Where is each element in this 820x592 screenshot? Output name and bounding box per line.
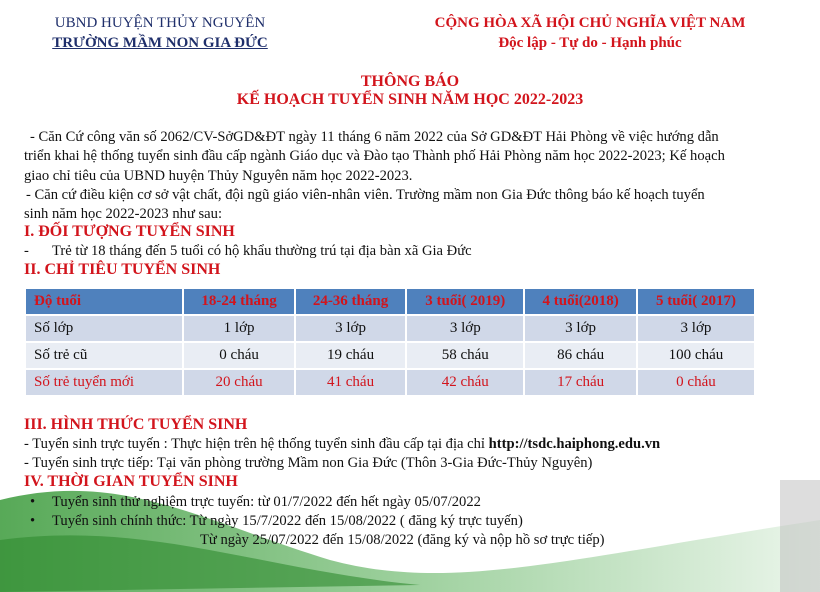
table-cell: 41 cháu — [295, 369, 406, 396]
intro-line: giao chỉ tiêu của UBND huyện Thủy Nguyên năm học 2022-2023. — [24, 168, 413, 184]
notice-title: THÔNG BÁO — [360, 73, 460, 90]
table-cell: 3 lớp — [637, 315, 755, 342]
table-cell: 20 cháu — [183, 369, 294, 396]
table-cell: 3 lớp — [295, 315, 406, 342]
national-title: CỘNG HÒA XÃ HỘI CHỦ NGHĨA VIỆT NAM — [434, 15, 746, 31]
table-cell: 42 cháu — [406, 369, 524, 396]
table-cell: 100 cháu — [637, 342, 755, 369]
intro-line: triển khai hệ thống tuyển sinh đầu cấp ngành Giáo dục và Đào tạo Thành phố Hải Phòng năm học 2022-2023; Kế hoạch — [24, 148, 725, 164]
bullet: • — [30, 513, 36, 529]
section-3-direct: - Tuyển sinh trực tiếp: Tại văn phòng trường Mầm non Gia Đức (Thôn 3-Gia Đức-Thủy Nguyên) — [24, 455, 593, 471]
table-cell: Số lớp — [25, 315, 183, 342]
table-row — [25, 315, 755, 342]
table-cell: Số trẻ tuyển mới — [25, 369, 183, 396]
notice-subtitle: KẾ HOẠCH TUYỂN SINH NĂM HỌC 2022-2023 — [236, 91, 584, 108]
enrollment-table — [24, 287, 756, 397]
section-3-online — [24, 435, 660, 455]
bullet: • — [30, 494, 36, 510]
table-header: 24-36 tháng — [295, 288, 406, 315]
table-cell: 3 lớp — [406, 315, 524, 342]
table-cell: 3 lớp — [524, 315, 637, 342]
table-cell: 19 cháu — [295, 342, 406, 369]
table-header: 18-24 tháng — [183, 288, 294, 315]
table-header-row — [25, 288, 755, 315]
table-cell: 86 cháu — [524, 342, 637, 369]
table-cell: 58 cháu — [406, 342, 524, 369]
dash-bullet: - — [24, 243, 29, 259]
table-header: 4 tuổi(2018) — [524, 288, 637, 315]
table-cell: 1 lớp — [183, 315, 294, 342]
online-text: - Tuyển sinh trực tuyến : Thực hiện trên hệ thống tuyển sinh đầu cấp tại địa chỉ — [24, 436, 485, 452]
section-4-item-continued: Từ ngày 25/07/2022 đến 15/08/2022 (đăng ký và nộp hồ sơ trực tiếp) — [200, 532, 605, 548]
section-4-item — [30, 512, 523, 532]
registration-url[interactable]: http://tsdc.haiphong.edu.vn — [488, 436, 661, 452]
section-3-title: III. HÌNH THỨC TUYỂN SINH — [24, 416, 248, 433]
section-1-title: I. ĐỐI TƯỢNG TUYỂN SINH — [24, 223, 235, 240]
intro-line: sinh năm học 2022-2023 như sau: — [24, 206, 223, 222]
table-header: 5 tuổi( 2017) — [637, 288, 755, 315]
section-1-item-text: Trẻ từ 18 tháng đến 5 tuổi có hộ khẩu thường trú tại địa bàn xã Gia Đức — [52, 243, 472, 259]
authority-name: UBND HUYỆN THỦY NGUYÊN — [54, 15, 266, 31]
table-cell: 17 cháu — [524, 369, 637, 396]
intro-line: - Căn cứ điều kiện cơ sở vật chất, đội ngũ giáo viên-nhân viên. Trường mầm non Gia Đức thông báo kế hoạch tuyển — [26, 187, 705, 203]
section-2-title: II. CHỈ TIÊU TUYỂN SINH — [24, 261, 221, 278]
table-header: 3 tuổi( 2019) — [406, 288, 524, 315]
section-4-item-text: Tuyển sinh thử nghiệm trực tuyến: từ 01/7/2022 đến hết ngày 05/07/2022 — [52, 494, 481, 510]
table-cell: 0 cháu — [183, 342, 294, 369]
section-4-item-text: Tuyển sinh chính thức: Từ ngày 15/7/2022 đến 15/08/2022 ( đăng ký trực tuyến) — [52, 513, 523, 529]
section-4-title: IV. THỜI GIAN TUYỂN SINH — [24, 473, 238, 490]
table-cell: 0 cháu — [637, 369, 755, 396]
national-motto: Độc lập - Tự do - Hạnh phúc — [498, 35, 682, 51]
table-row — [25, 342, 755, 369]
table-cell: Số trẻ cũ — [25, 342, 183, 369]
section-4-item — [30, 493, 481, 513]
section-1-item — [24, 242, 472, 262]
table-row — [25, 369, 755, 396]
table-header: Độ tuổi — [25, 288, 183, 315]
intro-line: - Căn Cứ công văn số 2062/CV-SởGD&ĐT ngày 11 tháng 6 năm 2022 của Sở GD&ĐT Hải Phòng về việc hướng dẫn — [30, 129, 719, 145]
school-name: TRƯỜNG MẦM NON GIA ĐỨC — [52, 35, 268, 51]
